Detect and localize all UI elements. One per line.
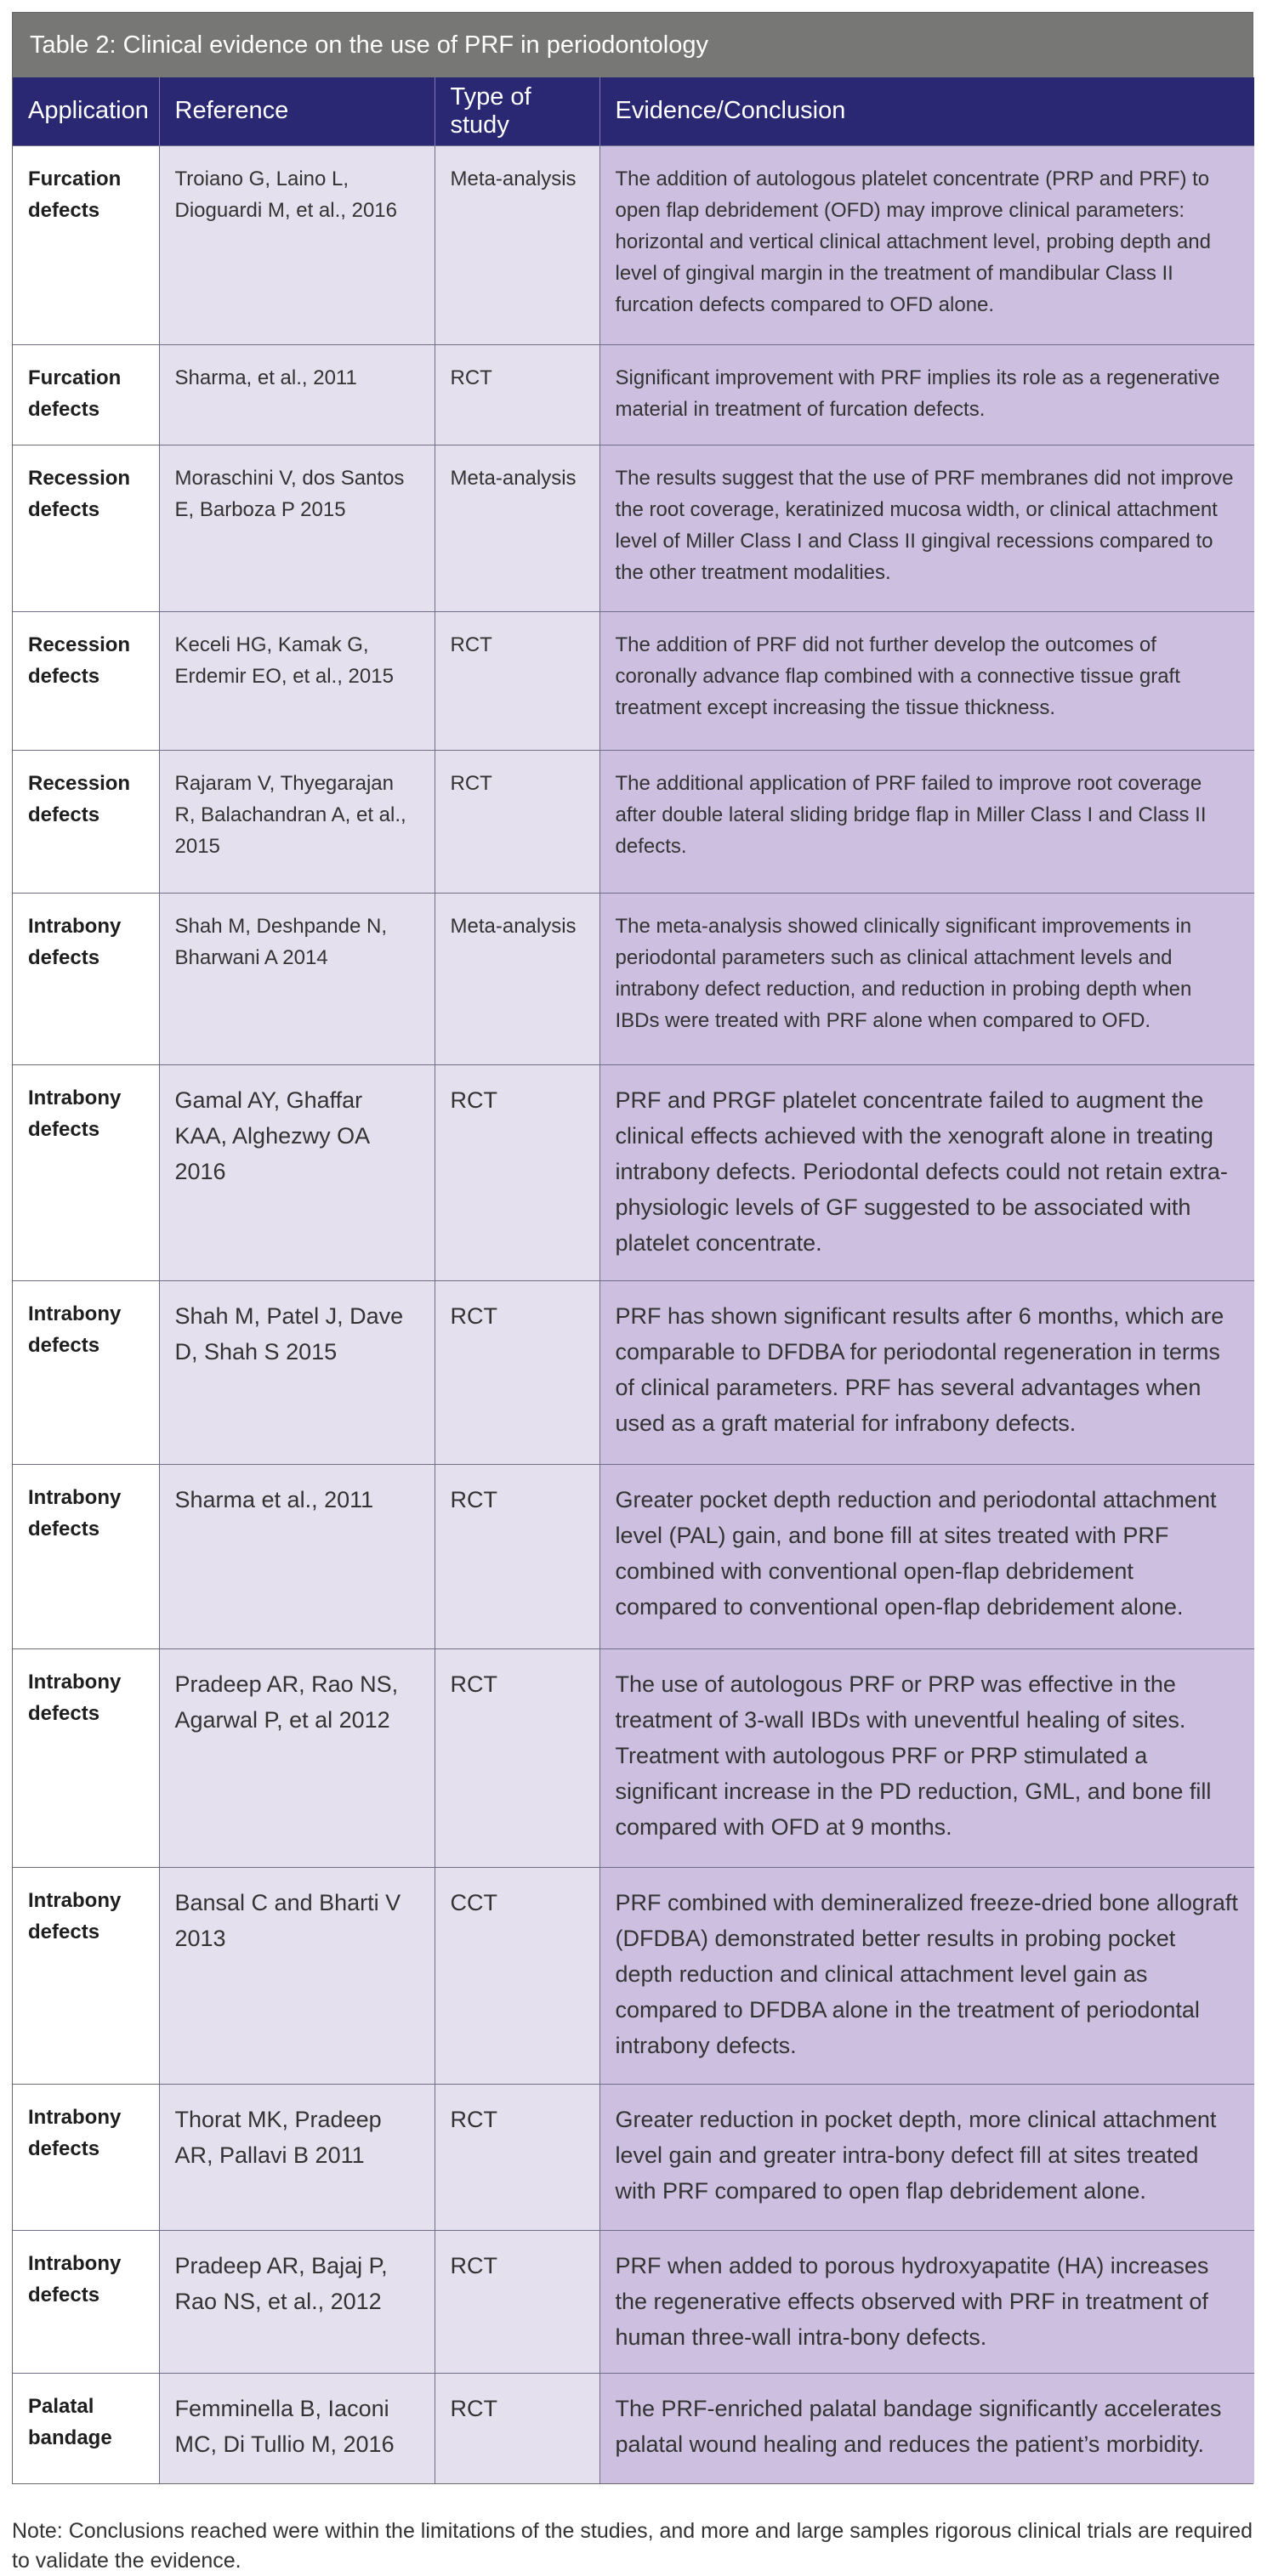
header-evidence: Evidence/Conclusion bbox=[599, 77, 1254, 145]
table-row bbox=[13, 2373, 1254, 2483]
table-note: Note: Conclusions reached were within the limitations of the studies, and more and large samples rigorous clinical trials are required to validate the evidence. bbox=[12, 2519, 1253, 2573]
cell-evidence: Greater reduction in pocket depth, more clinical attachment level gain and greater intra-bony defect fill at sites treated with PRF compared to open flap debridement alone. bbox=[599, 2084, 1254, 2230]
cell-type: RCT bbox=[435, 2084, 599, 2230]
cell-reference: Gamal AY, Ghaffar KAA, Alghezwy OA 2016 bbox=[159, 1064, 435, 1280]
cell-type: RCT bbox=[435, 611, 599, 750]
cell-reference: Troiano G, Laino L, Dioguardi M, et al., 2016 bbox=[159, 145, 435, 344]
cell-type: Meta-analysis bbox=[435, 445, 599, 611]
cell-reference: Rajaram V, Thyegarajan R, Balachandran A, et al., 2015 bbox=[159, 750, 435, 893]
cell-evidence: The additional application of PRF failed to improve root coverage after double lateral sliding bridge flap in Miller Class I and Class II defects. bbox=[599, 750, 1254, 893]
cell-evidence: The addition of PRF did not further develop the outcomes of coronally advance flap combined with a connective tissue graft treatment except increasing the tissue thickness. bbox=[599, 611, 1254, 750]
table-row bbox=[13, 750, 1254, 893]
table-row bbox=[13, 893, 1254, 1064]
evidence-grid bbox=[13, 77, 1254, 2483]
cell-evidence: PRF and PRGF platelet concentrate failed to augment the clinical effects achieved with the xenograft alone in treating intrabony defects. Periodontal defects could not retain extra-physiologic levels of GF suggested to be associated with platelet concentrate. bbox=[599, 1064, 1254, 1280]
cell-evidence: The results suggest that the use of PRF membranes did not improve the root coverage, keratinized mucosa width, or clinical attachment level of Miller Class I and Class II gingival recessions compared to the other treatment modalities. bbox=[599, 445, 1254, 611]
cell-reference: Shah M, Patel J, Dave D, Shah S 2015 bbox=[159, 1280, 435, 1464]
cell-application: Intrabony defects bbox=[13, 893, 159, 1064]
cell-type: RCT bbox=[435, 1280, 599, 1464]
cell-type: RCT bbox=[435, 1648, 599, 1867]
cell-reference: Bansal C and Bharti V 2013 bbox=[159, 1867, 435, 2084]
cell-type: RCT bbox=[435, 344, 599, 445]
cell-application: Intrabony defects bbox=[13, 1464, 159, 1648]
table-row bbox=[13, 1464, 1254, 1648]
table-row bbox=[13, 1280, 1254, 1464]
cell-evidence: The addition of autologous platelet concentrate (PRP and PRF) to open flap debridement (OFD) may improve clinical parameters: horizontal and vertical clinical attachment level, probing depth and level of gingival margin in the treatment of mandibular Class II furcation defects compared to OFD alone. bbox=[599, 145, 1254, 344]
cell-reference: Pradeep AR, Bajaj P, Rao NS, et al., 2012 bbox=[159, 2230, 435, 2373]
cell-reference: Pradeep AR, Rao NS, Agarwal P, et al 2012 bbox=[159, 1648, 435, 1867]
header-application: Application bbox=[13, 77, 159, 145]
cell-evidence: The meta-analysis showed clinically significant improvements in periodontal parameters such as clinical attachment levels and intrabony defect reduction, and reduction in probing depth when IBDs were treated with PRF alone when compared to OFD. bbox=[599, 893, 1254, 1064]
header-row bbox=[13, 77, 1254, 145]
cell-application: Intrabony defects bbox=[13, 1064, 159, 1280]
cell-evidence: PRF combined with demineralized freeze-dried bone allograft (DFDBA) demonstrated better results in probing pocket depth reduction and clinical attachment level gain as compared to DFDBA alone in the treatment of periodontal intrabony defects. bbox=[599, 1867, 1254, 2084]
cell-application: Recession defects bbox=[13, 750, 159, 893]
cell-application: Intrabony defects bbox=[13, 2084, 159, 2230]
cell-evidence: PRF has shown significant results after 6 months, which are comparable to DFDBA for periodontal regeneration in terms of clinical parameters. PRF has several advantages when used as a graft material for infrabony defects. bbox=[599, 1280, 1254, 1464]
cell-application: Palatal bandage bbox=[13, 2373, 159, 2483]
cell-application: Furcation defects bbox=[13, 145, 159, 344]
cell-reference: Sharma et al., 2011 bbox=[159, 1464, 435, 1648]
cell-evidence: Significant improvement with PRF implies its role as a regenerative material in treatment of furcation defects. bbox=[599, 344, 1254, 445]
header-type-of-study: Type of study bbox=[435, 77, 599, 145]
table-row bbox=[13, 2084, 1254, 2230]
cell-application: Intrabony defects bbox=[13, 1648, 159, 1867]
table-title: Table 2: Clinical evidence on the use of PRF in periodontology bbox=[13, 13, 1253, 77]
cell-evidence: Greater pocket depth reduction and periodontal attachment level (PAL) gain, and bone fill at sites treated with PRF combined with conventional open-flap debridement compared to conventional open-flap debridement alone. bbox=[599, 1464, 1254, 1648]
table-row bbox=[13, 344, 1254, 445]
cell-type: RCT bbox=[435, 750, 599, 893]
cell-application: Furcation defects bbox=[13, 344, 159, 445]
cell-type: Meta-analysis bbox=[435, 893, 599, 1064]
cell-reference: Shah M, Deshpande N, Bharwani A 2014 bbox=[159, 893, 435, 1064]
cell-reference: Sharma, et al., 2011 bbox=[159, 344, 435, 445]
table-row bbox=[13, 2230, 1254, 2373]
cell-type: Meta-analysis bbox=[435, 145, 599, 344]
cell-application: Recession defects bbox=[13, 445, 159, 611]
evidence-table bbox=[12, 12, 1253, 2484]
cell-application: Intrabony defects bbox=[13, 2230, 159, 2373]
cell-application: Recession defects bbox=[13, 611, 159, 750]
cell-type: RCT bbox=[435, 1464, 599, 1648]
header-reference: Reference bbox=[159, 77, 435, 145]
cell-reference: Femminella B, Iaconi MC, Di Tullio M, 2016 bbox=[159, 2373, 435, 2483]
table-row bbox=[13, 611, 1254, 750]
cell-evidence: The use of autologous PRF or PRP was effective in the treatment of 3-wall IBDs with uneventful healing of sites. Treatment with autologous PRF or PRP stimulated a significant increase in the PD reduction, GML, and bone fill compared with OFD at 9 months. bbox=[599, 1648, 1254, 1867]
cell-evidence: The PRF-enriched palatal bandage significantly accelerates palatal wound healing and reduces the patient’s morbidity. bbox=[599, 2373, 1254, 2483]
cell-reference: Moraschini V, dos Santos E, Barboza P 2015 bbox=[159, 445, 435, 611]
table-row bbox=[13, 145, 1254, 344]
cell-reference: Thorat MK, Pradeep AR, Pallavi B 2011 bbox=[159, 2084, 435, 2230]
table-row bbox=[13, 1648, 1254, 1867]
table-row bbox=[13, 1064, 1254, 1280]
cell-type: RCT bbox=[435, 2230, 599, 2373]
table-row bbox=[13, 1867, 1254, 2084]
table-row bbox=[13, 445, 1254, 611]
cell-type: RCT bbox=[435, 2373, 599, 2483]
cell-type: CCT bbox=[435, 1867, 599, 2084]
cell-application: Intrabony defects bbox=[13, 1867, 159, 2084]
cell-evidence: PRF when added to porous hydroxyapatite (HA) increases the regenerative effects observed with PRF in treatment of human three-wall intra-bony defects. bbox=[599, 2230, 1254, 2373]
cell-application: Intrabony defects bbox=[13, 1280, 159, 1464]
cell-type: RCT bbox=[435, 1064, 599, 1280]
cell-reference: Keceli HG, Kamak G, Erdemir EO, et al., 2015 bbox=[159, 611, 435, 750]
